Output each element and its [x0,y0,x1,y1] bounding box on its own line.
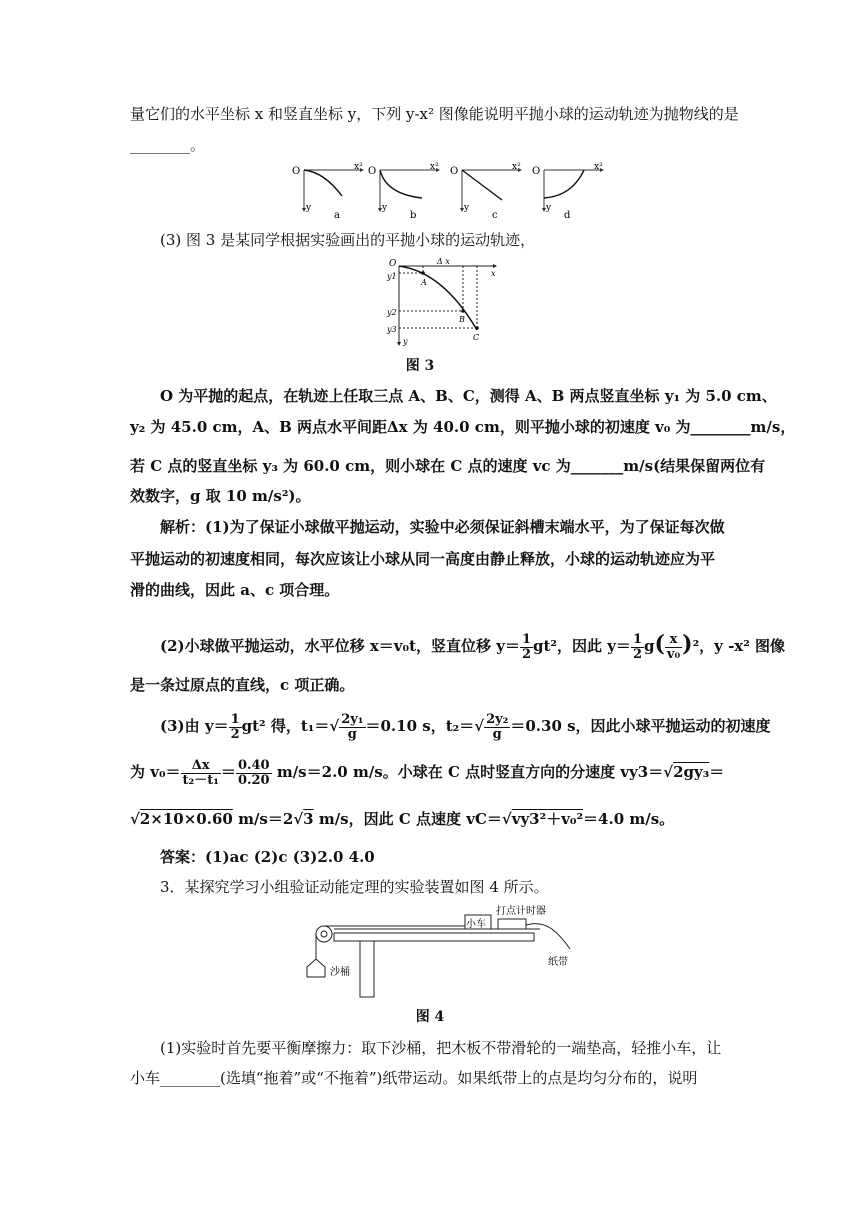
solution-1a: 解析：(1)为了保证小球做平抛运动，实验中必须保证斜槽末端水平，为了保证每次做 [160,518,725,536]
fig3-label-y3: y3 [387,325,397,334]
svg-text:x²: x² [430,162,439,172]
trajectory-figure [385,258,505,348]
graph-label-c: c [492,210,498,221]
graph-options-figure [290,160,610,222]
graph-label-b: b [410,210,417,221]
solution-3c: √2×10×0.60 m/s＝2√3 m/s，因此 C 点速度 vC＝√vy3²＋v₀²＝4.0 m/s。 [130,810,675,828]
origin-label: O [292,166,301,177]
graph-c [450,162,522,221]
fig3-label-x: x [491,269,496,278]
graph-b [368,162,440,221]
svg-text:O: O [450,166,459,177]
svg-text:x²: x² [512,162,521,172]
graph-label-a: a [334,210,340,221]
fig3-label-A: A [421,278,427,287]
graph-label-d: d [564,210,571,221]
label-bucket: 沙桶 [330,967,350,978]
q4-p2: 小车________(选填“拖着”或“不拖着”)纸带运动。如果纸带上的点是均匀分布的，说明 [130,1069,698,1087]
q3-text-4: 效数字，g 取 10 m/s²)。 [130,487,311,505]
solution-3a: (3)由 y＝ $\frac{1}{2}$ gt² 得，t₁＝√ $\frac{\text{2y₁}}{g}$ ＝0.10 s，t₂＝√ $\frac{\text{2y₂}}{g}$ ＝0.30 s，因此小球平抛运动的初速度 [160,711,771,742]
fig3-label-O: O [389,259,397,269]
figure3-caption: 图 3 [405,358,435,374]
solution-1c: 滑的曲线，因此 a、c 项合理。 [130,581,340,599]
figure4-caption: 图 4 [415,1009,445,1025]
solution-2b: 是一条过原点的直线，c 项正确。 [130,676,355,694]
q3-text-2: y₂ 为 45.0 cm，A、B 两点水平间距Δx 为 40.0 cm，则平抛小球的初速度 v₀ 为________m/s， [130,418,796,436]
q4-p1: (1)实验时首先要平衡摩擦力：取下沙桶，把木板不带滑轮的一端垫高，轻推小车，让 [160,1039,722,1057]
svg-text:O: O [368,166,377,177]
svg-text:O: O [532,166,541,177]
svg-text:y: y [382,203,388,213]
q2-line2: ________。 [130,136,206,154]
fig3-label-y2: y2 [387,308,397,317]
q2-line1: 量它们的水平坐标 x 和竖直坐标 y，下列 y-x² 图像能说明平抛小球的运动轨迹为抛物线的是 [130,105,739,123]
fig3-label-dx: Δ x [437,258,450,266]
graph-a [292,162,364,221]
label-tape: 纸带 [548,957,568,968]
x-axis-label: x² [354,162,363,172]
answer-line: 答案：(1)ac (2)c (3)2.0 4.0 [160,848,375,866]
q3-text-1: O 为平抛的起点，在轨迹上任取三点 A、B、C，测得 A、B 两点竖直坐标 y₁ 为 5.0 cm、 [160,387,777,405]
label-cart: 小车 [466,919,486,930]
fig3-label-B: B [459,315,465,324]
y-axis-label: y [306,203,312,213]
svg-text:y: y [464,203,470,213]
q3-text-3: 若 C 点的竖直坐标 y₃ 为 60.0 cm，则小球在 C 点的速度 vc 为_______m/s(结果保留两位有 [130,457,766,475]
fig3-label-C: C [473,333,480,342]
fig3-label-y1: y1 [387,272,397,281]
label-timer: 打点计时器 [496,906,546,917]
solution-3b: 为 v₀＝ $\frac{\Delta x}{\text{t₂－t₁}}$ ＝ $\frac{0.40}{0.20}$ m/s＝2.0 m/s。小球在 C 点时竖直方向的分速度 vy3＝√2gy₃＝ [130,757,725,788]
q4-title: 3．某探究学习小组验证动能定理的实验装置如图 4 所示。 [160,878,549,896]
fig3-label-y: y [403,337,408,346]
svg-text:x²: x² [594,162,603,172]
q3-intro: (3) 图 3 是某同学根据实验画出的平抛小球的运动轨迹， [160,231,536,249]
apparatus-figure [300,903,580,1003]
solution-1b: 平抛运动的初速度相同，每次应该让小球从同一高度由静止释放，小球的运动轨迹应为平 [130,550,716,568]
solution-2a: (2)小球做平抛运动，水平位移 x＝v₀t，竖直位移 y＝ $\frac{1}{2}$ gt²，因此 y＝ $\frac{1}{2}$ g( $\frac{x}{\text{v₀}}$ )²，y -x² 图像 [160,631,786,662]
graph-d [532,162,604,221]
svg-text:y: y [546,203,552,213]
